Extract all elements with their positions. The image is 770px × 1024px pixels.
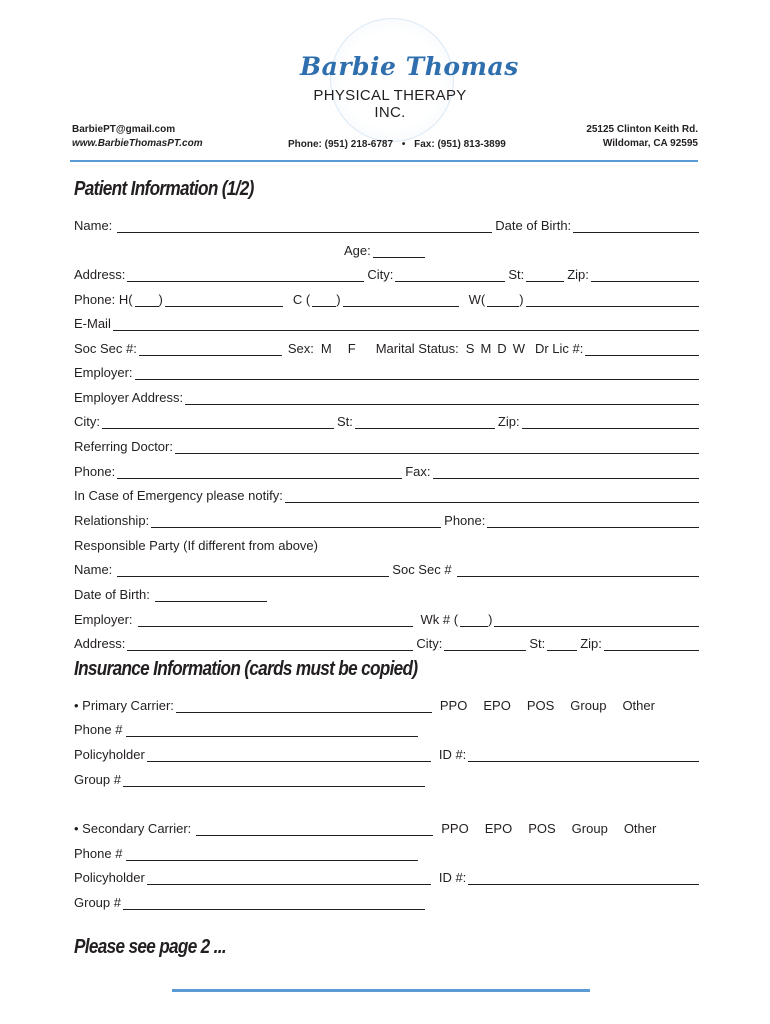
rp-city-field[interactable]: [444, 637, 526, 651]
row-name-dob: [74, 215, 699, 233]
employer-field[interactable]: [135, 366, 699, 380]
rp-wk-label: Wk # (: [420, 612, 459, 627]
row-soc-sex-marital: [74, 338, 699, 356]
insurance-info-title: Insurance Information (cards must be copied): [74, 658, 418, 680]
rp-st-label: St:: [529, 636, 546, 651]
st-field[interactable]: [526, 268, 564, 282]
row-address: [74, 264, 699, 282]
primary-phone-field[interactable]: [126, 723, 418, 737]
rp-wk-paren: ): [488, 612, 493, 627]
primary-plan-pos[interactable]: POS: [526, 698, 555, 713]
row-age: [74, 240, 699, 258]
emergency-field[interactable]: [285, 489, 699, 503]
relationship-phone-label: Phone:: [444, 513, 486, 528]
marital-option-m[interactable]: M: [480, 341, 492, 356]
row-rp-name: [74, 559, 699, 577]
primary-plan-ppo[interactable]: PPO: [439, 698, 468, 713]
employer-address-label: Employer Address:: [74, 390, 184, 405]
row-rp-dob: [74, 584, 699, 602]
primary-group-label: Group #: [74, 772, 121, 787]
rp-wk-field[interactable]: [494, 613, 699, 627]
marital-option-s[interactable]: S: [465, 341, 475, 356]
secondary-plan-group[interactable]: Group: [571, 821, 608, 836]
primary-policyholder-label: Policyholder: [74, 747, 145, 762]
secondary-phone-field[interactable]: [126, 847, 418, 861]
address-label: Address:: [74, 267, 126, 282]
secondary-plan-epo[interactable]: EPO: [484, 821, 513, 836]
relationship-phone-field[interactable]: [487, 514, 699, 528]
secondary-id-label: ID #:: [438, 870, 467, 885]
contact-email[interactable]: BarbiePT@gmail.com: [72, 124, 176, 135]
phone-work-area-field[interactable]: [487, 293, 519, 307]
phone-home-area-field[interactable]: [135, 293, 159, 307]
rp-st-field[interactable]: [547, 637, 577, 651]
rp-name-label: Name:: [74, 562, 113, 577]
secondary-group-field[interactable]: [123, 896, 425, 910]
address-line1: 25125 Clinton Keith Rd.: [586, 124, 698, 135]
doctor-fax-label: Fax:: [405, 464, 431, 479]
rp-city-label: City:: [416, 636, 443, 651]
employer-city-label: City:: [74, 414, 100, 429]
doctor-fax-field[interactable]: [433, 465, 700, 479]
contact-website[interactable]: www.BarbieThomasPT.com: [72, 138, 203, 149]
rp-name-field[interactable]: [117, 563, 389, 577]
doctor-phone-label: Phone:: [74, 464, 116, 479]
bullet-separator: •: [401, 139, 406, 150]
secondary-phone-label: Phone #: [74, 846, 123, 861]
row-primary-policyholder: [74, 744, 699, 762]
referring-doctor-field[interactable]: [175, 440, 699, 454]
employer-st-label: St:: [337, 414, 353, 429]
sex-label: Sex:: [287, 341, 314, 356]
header-phone: Phone: (951) 218-6787: [288, 139, 394, 150]
dr-lic-label: Dr Lic #:: [534, 341, 584, 356]
phone-cell-paren: ): [336, 292, 341, 307]
row-referring-doctor: [74, 436, 699, 454]
phone-home-field[interactable]: [165, 293, 283, 307]
primary-group-field[interactable]: [123, 773, 425, 787]
employer-address-field[interactable]: [185, 391, 699, 405]
dr-lic-field[interactable]: [585, 342, 699, 356]
row-primary-carrier: [74, 695, 699, 713]
row-phones: [74, 289, 699, 307]
row-emergency: [74, 485, 699, 503]
row-doctor-phone-fax: [74, 461, 699, 479]
header-divider: [70, 160, 698, 162]
secondary-policyholder-field[interactable]: [147, 871, 431, 885]
logo-subtitle-line1: PHYSICAL THERAPY: [313, 87, 467, 104]
phone-fax-line: [288, 138, 506, 152]
age-field[interactable]: [373, 244, 425, 258]
rp-soc-sec-label: Soc Sec #: [392, 562, 452, 577]
row-primary-group: [74, 769, 699, 787]
header-fax: Fax: (951) 813-3899: [414, 139, 506, 150]
relationship-label: Relationship:: [74, 513, 150, 528]
employer-label: Employer:: [74, 365, 133, 380]
secondary-policyholder-label: Policyholder: [74, 870, 145, 885]
age-label: Age:: [344, 243, 371, 258]
row-email: [74, 313, 699, 331]
primary-carrier-label: • Primary Carrier:: [74, 698, 174, 713]
email-label: E-Mail: [74, 316, 111, 331]
phone-work-field[interactable]: [526, 293, 699, 307]
footer-divider: [172, 989, 590, 992]
phone-work-paren: ): [519, 292, 524, 307]
primary-plan-group[interactable]: Group: [570, 698, 607, 713]
rp-dob-field[interactable]: [155, 588, 267, 602]
soc-sec-field[interactable]: [139, 342, 282, 356]
doctor-phone-field[interactable]: [117, 465, 402, 479]
primary-plan-epo[interactable]: EPO: [483, 698, 511, 713]
phone-home-label: Phone: H(: [74, 292, 133, 307]
row-secondary-phone: [74, 843, 699, 861]
email-field[interactable]: [113, 317, 699, 331]
st-label: St:: [508, 267, 525, 282]
marital-option-d[interactable]: D: [497, 341, 507, 356]
primary-phone-label: Phone #: [74, 722, 123, 737]
sex-option-f[interactable]: F: [347, 341, 356, 356]
name-field[interactable]: [117, 219, 492, 233]
referring-doctor-label: Referring Doctor:: [74, 439, 173, 454]
row-employer-address: [74, 387, 699, 405]
secondary-plan-pos[interactable]: POS: [528, 821, 556, 836]
continue-note: Please see page 2 ...: [74, 936, 226, 958]
row-rp-address: [74, 633, 699, 651]
row-relationship: [74, 510, 699, 528]
marital-label: Marital Status:: [375, 341, 459, 356]
rp-address-label: Address:: [74, 636, 126, 651]
employer-zip-label: Zip:: [497, 414, 520, 429]
secondary-group-label: Group #: [74, 895, 121, 910]
zip-label: Zip:: [567, 267, 589, 282]
dob-label: Date of Birth:: [495, 218, 572, 233]
logo-subtitle-line2: INC.: [374, 104, 406, 121]
phone-cell-label: C (: [292, 292, 311, 307]
secondary-carrier-label: • Secondary Carrier:: [74, 821, 192, 836]
responsible-party-label: Responsible Party (If different from above): [74, 538, 318, 553]
rp-soc-sec-field[interactable]: [457, 563, 699, 577]
logo-name: Barbie Thomas: [300, 52, 519, 81]
address-block: [560, 123, 698, 151]
address-line2: Wildomar, CA 92595: [602, 138, 698, 149]
row-secondary-group: [74, 892, 699, 910]
logo-subtitle: [290, 87, 490, 121]
primary-id-label: ID #:: [438, 747, 467, 762]
primary-policyholder-field[interactable]: [147, 748, 431, 762]
secondary-id-field[interactable]: [468, 871, 699, 885]
row-secondary-policyholder: [74, 867, 699, 885]
row-primary-phone: [74, 719, 699, 737]
address-field[interactable]: [127, 268, 364, 282]
secondary-plan-other[interactable]: Other: [623, 821, 657, 836]
sex-option-m[interactable]: M: [320, 341, 332, 356]
contact-block: [72, 123, 203, 151]
primary-id-field[interactable]: [468, 748, 699, 762]
rp-address-field[interactable]: [127, 637, 413, 651]
patient-info-title: Patient Information (1/2): [74, 178, 254, 200]
phone-cell-area-field[interactable]: [312, 293, 336, 307]
secondary-carrier-field[interactable]: [196, 822, 433, 836]
row-responsible-party: [74, 535, 699, 553]
employer-st-field[interactable]: [355, 415, 495, 429]
row-secondary-carrier: [74, 818, 699, 836]
name-label: Name:: [74, 218, 113, 233]
rp-dob-label: Date of Birth:: [74, 587, 150, 602]
soc-sec-label: Soc Sec #:: [74, 341, 137, 356]
row-employer-city: [74, 411, 699, 429]
city-field[interactable]: [395, 268, 505, 282]
rp-zip-label: Zip:: [580, 636, 602, 651]
phone-home-paren: ): [158, 292, 163, 307]
emergency-label: In Case of Emergency please notify:: [74, 488, 283, 503]
primary-carrier-field[interactable]: [176, 699, 432, 713]
phone-work-label: W(: [468, 292, 486, 307]
rp-wk-area-field[interactable]: [460, 613, 488, 627]
rp-employer-field[interactable]: [138, 613, 413, 627]
zip-field[interactable]: [591, 268, 699, 282]
employer-zip-field[interactable]: [522, 415, 699, 429]
rp-zip-field[interactable]: [604, 637, 699, 651]
employer-city-field[interactable]: [102, 415, 334, 429]
city-label: City:: [367, 267, 394, 282]
secondary-plan-ppo[interactable]: PPO: [441, 821, 469, 836]
primary-plan-other[interactable]: Other: [622, 698, 655, 713]
dob-field[interactable]: [573, 219, 699, 233]
row-rp-employer: [74, 609, 699, 627]
marital-option-w[interactable]: W: [512, 341, 525, 356]
relationship-field[interactable]: [151, 514, 441, 528]
row-employer: [74, 362, 699, 380]
rp-employer-label: Employer:: [74, 612, 133, 627]
phone-cell-field[interactable]: [343, 293, 459, 307]
